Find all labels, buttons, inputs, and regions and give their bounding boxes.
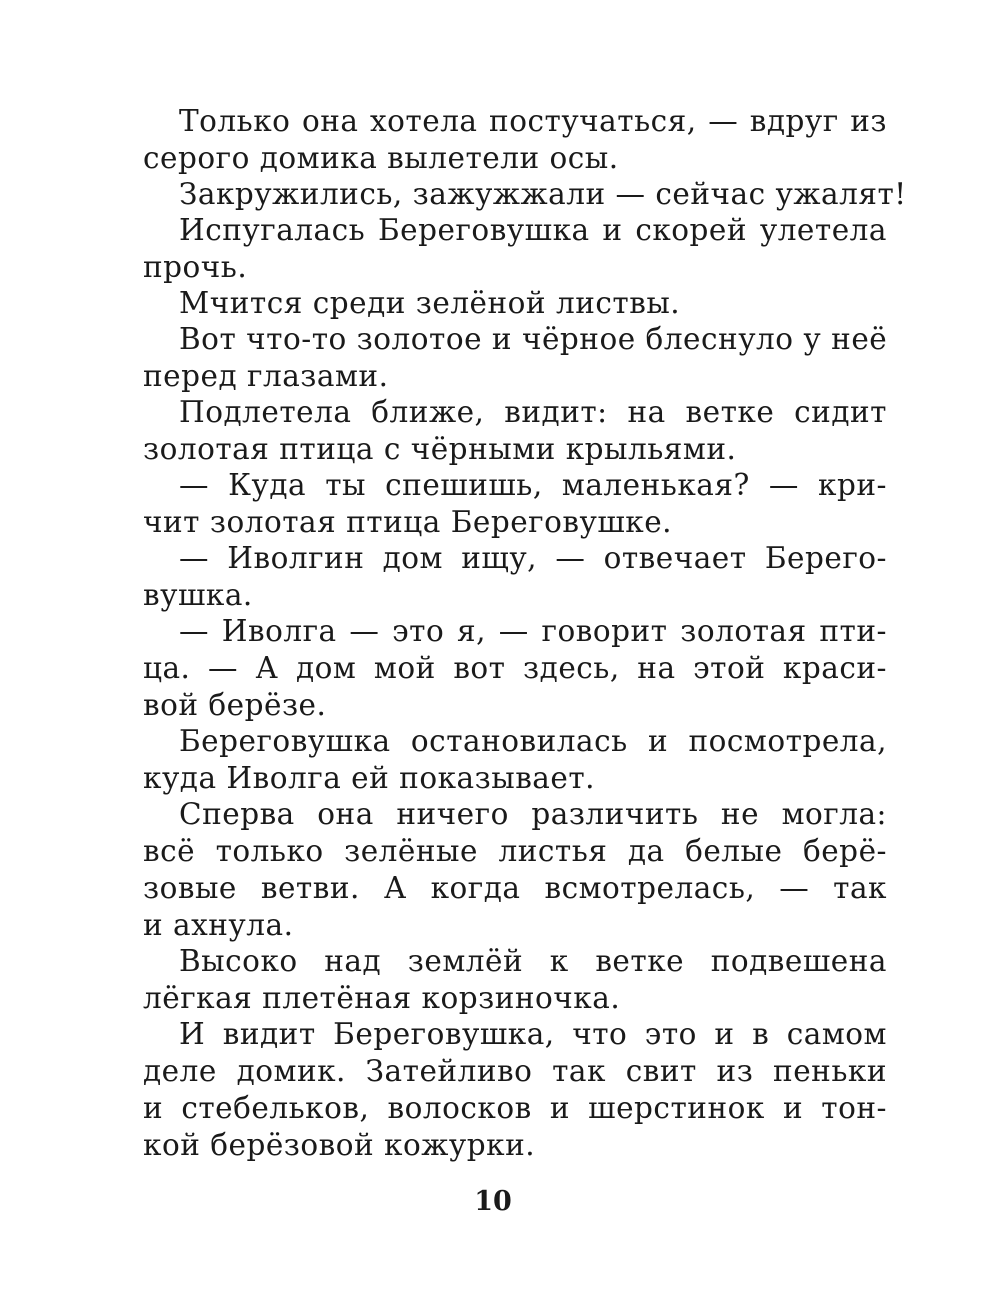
text-line: золотая птица с чёрными крыльями. [143,432,737,466]
text-line: лёгкая плетёная корзиночка. [143,981,621,1015]
text-line: Мчится среди зелёной листвы. [179,286,681,320]
text-line: прочь. [143,250,248,284]
text-line: Береговушка остановилась и посмотрела, [179,724,887,758]
text-line: куда Иволга ей показывает. [143,761,596,795]
text-line: и стебельков, волосков и шерстинок и тон- [143,1091,887,1125]
text-line: вушка. [143,578,253,612]
text-line: перед глазами. [143,359,389,393]
text-line: зовые ветви. А когда всмотрелась, — так [143,871,887,905]
text-line: Высоко над землёй к ветке подвешена [179,944,887,978]
text-line: деле домик. Затейливо так свит из пеньки [143,1054,887,1088]
text-line: ца. — А дом мой вот здесь, на этой краси- [143,651,887,685]
text-line: всё только зелёные листья да белые берё- [143,834,887,868]
text-line: Только она хотела постучаться, — вдруг из [179,104,887,138]
text-line: кой берёзовой кожурки. [143,1128,536,1162]
text-line: — Иволгин дом ищу, — отвечает Берего- [179,541,887,575]
text-line: Закружились, зажужжали — сейчас ужалят! [179,177,907,211]
text-line: Вот что-то золотое и чёрное блеснуло у неё [179,322,888,356]
text-line: Подлетела ближе, видит: на ветке сидит [179,395,887,429]
text-line: — Иволга — это я, — говорит золотая пти- [179,614,887,648]
text-line: Сперва она ничего различить не могла: [179,797,887,831]
text-line: чит золотая птица Береговушке. [143,505,673,539]
text-line: серого домика вылетели осы. [143,141,619,175]
body-text [143,103,907,1164]
text-line: И видит Береговушка, что это и в самом [179,1017,887,1051]
text-line: и ахнула. [143,908,294,942]
page-number: 10 [474,1186,512,1217]
text-line: — Куда ты спешишь, маленькая? — кри- [179,468,887,502]
text-line: Испугалась Береговушка и скорей улетела [179,213,887,247]
text-line: вой берёзе. [143,688,327,722]
